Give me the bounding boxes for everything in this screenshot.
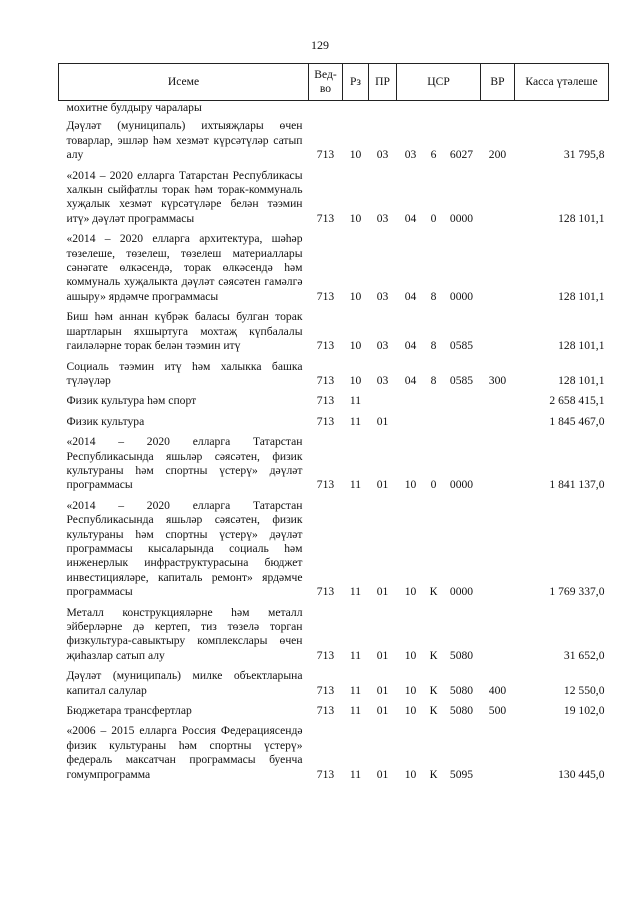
row-csr-3: 5080 xyxy=(449,683,474,697)
row-csr-1 xyxy=(397,415,425,435)
row-rz: 11 xyxy=(349,478,362,492)
row-csr-1: 10 xyxy=(404,683,417,697)
row-csr-3: 5080 xyxy=(449,704,474,718)
row-pr: 01 xyxy=(376,767,389,781)
row-ved: 713 xyxy=(316,704,335,718)
row-pr xyxy=(369,101,397,120)
table-row xyxy=(59,119,609,168)
row-rz: 10 xyxy=(349,211,362,225)
row-sum: 1 841 137,0 xyxy=(549,478,605,492)
row-name: мохитне булдыру чаралары xyxy=(66,101,202,114)
row-csr-1: 10 xyxy=(404,767,417,781)
row-csr-3: 5080 xyxy=(449,648,474,662)
header-rz: Рз xyxy=(343,64,369,101)
row-ved: 713 xyxy=(316,373,335,387)
row-ved: 713 xyxy=(316,339,335,353)
row-vr xyxy=(481,435,515,499)
row-sum: 2 658 415,1 xyxy=(549,394,605,408)
row-csr-1: 10 xyxy=(404,648,417,662)
row-name: «2014 – 2020 елларга архитектура, шәһәр төзелеше, төзелеш, төзелеш материаллары сәнәгате өлкәсендә, торак өлкәсендә һәм коммуналь хуҗалыкта дәүләт сәясәтен гамәлгә ашыру» ярдәмче программасы xyxy=(66,232,303,303)
row-csr-2: 8 xyxy=(430,373,437,387)
row-csr-3 xyxy=(443,415,481,435)
row-ved: 713 xyxy=(316,648,335,662)
row-name: Дәүләт (муниципаль) милке объектларына капитал салулар xyxy=(66,669,303,697)
row-ved: 713 xyxy=(316,585,335,599)
row-sum xyxy=(515,101,609,120)
row-sum: 1 845 467,0 xyxy=(549,414,605,428)
row-csr-3 xyxy=(443,394,481,414)
row-name: Биш һәм аннан күбрәк баласы булган торак шартларын яхшыртуга мохтаҗ күпбалалы гаиләләрне торак белән тәэмин итү xyxy=(66,310,303,353)
row-ved: 713 xyxy=(316,148,335,162)
table-header-row xyxy=(59,64,609,101)
table-row xyxy=(59,724,609,788)
row-rz: 11 xyxy=(349,683,362,697)
row-name: «2014 – 2020 елларга Татарстан Республикасы халкын сыйфатлы торак һәм торак-коммуналь хуҗалык хезмәт күрсәтүләре белән тәэмин итү» дәүләт программасы xyxy=(66,168,303,225)
header-ved: Вед-во xyxy=(309,64,343,101)
row-name: Физик культура һәм спорт xyxy=(66,394,197,408)
header-csr: ЦСР xyxy=(397,64,481,101)
row-name: «2014 – 2020 елларга Татарстан Республикасында яшьләр сәясәтен, физик культураны һәм спортны үстерү» дәүләт программасы кысаларында социаль һәм инженерлык инфраструктурасына бюджет инвестицияләре, капиталь ремонт» ярдәмче программасы xyxy=(66,498,303,599)
row-csr-3: 0585 xyxy=(449,339,474,353)
table-row xyxy=(59,232,609,310)
header-pr: ПР xyxy=(369,64,397,101)
row-vr: 500 xyxy=(488,704,507,718)
row-csr-2: 8 xyxy=(430,339,437,353)
row-vr xyxy=(481,169,515,233)
row-rz: 11 xyxy=(349,648,362,662)
table-row xyxy=(59,360,609,395)
table-row xyxy=(59,169,609,233)
row-csr-3 xyxy=(443,101,481,120)
header-vr: ВР xyxy=(481,64,515,101)
row-name: «2014 – 2020 елларга Татарстан Республикасында яшьләр сәясәтен, физик культураны һәм спортны үстерү» дәүләт программасы xyxy=(66,435,303,492)
row-pr: 01 xyxy=(376,414,389,428)
row-sum: 128 101,1 xyxy=(558,339,605,353)
row-sum: 1 769 337,0 xyxy=(549,585,605,599)
row-csr-1: 04 xyxy=(404,289,417,303)
row-csr-1: 03 xyxy=(404,148,417,162)
table-row xyxy=(59,606,609,670)
header-kassa: Касса үтәлеше xyxy=(515,64,609,101)
row-csr-2: К xyxy=(429,585,438,599)
header-name: Исеме xyxy=(59,64,309,101)
row-name: Социаль тәэмин итү һәм халыкка башка түләүләр xyxy=(66,359,303,387)
row-csr-1: 10 xyxy=(404,478,417,492)
row-sum: 31 652,0 xyxy=(563,648,605,662)
row-pr: 01 xyxy=(376,478,389,492)
row-name: «2006 – 2015 елларга Россия Федерациясендә физик культураны һәм спортны үстерү» федераль максатчан программасы буенча гомумпрограмма xyxy=(66,724,303,781)
row-csr-3: 0000 xyxy=(449,211,474,225)
row-csr-2: 6 xyxy=(430,148,437,162)
row-ved: 713 xyxy=(316,683,335,697)
row-csr-1: 04 xyxy=(404,211,417,225)
row-csr-2: К xyxy=(429,648,438,662)
row-pr: 01 xyxy=(376,585,389,599)
row-name: Физик культура xyxy=(66,414,145,428)
row-sum: 128 101,1 xyxy=(558,289,605,303)
row-csr-2: К xyxy=(429,683,438,697)
row-rz: 11 xyxy=(349,585,362,599)
row-csr-3: 5095 xyxy=(449,767,474,781)
row-name: Металл конструкцияләрне һәм металл эйберләрне дә кертеп, тиз төзелә торган физкультура-савыктыру комплекслары өчен җиһазлар сатып алу xyxy=(66,605,303,662)
row-csr-3: 0000 xyxy=(449,585,474,599)
row-sum: 128 101,1 xyxy=(558,211,605,225)
row-csr-2: 0 xyxy=(430,478,437,492)
row-pr: 03 xyxy=(376,339,389,353)
row-sum: 128 101,1 xyxy=(558,373,605,387)
row-csr-1: 10 xyxy=(404,704,417,718)
row-vr xyxy=(481,310,515,359)
table-row xyxy=(59,310,609,359)
row-csr-2 xyxy=(425,415,443,435)
row-vr xyxy=(481,415,515,435)
page-number: 129 xyxy=(311,38,329,52)
row-csr-2 xyxy=(425,394,443,414)
row-csr-1 xyxy=(397,394,425,414)
row-pr xyxy=(369,394,397,414)
row-csr-2: 8 xyxy=(430,289,437,303)
row-ved: 713 xyxy=(316,289,335,303)
table-body xyxy=(59,101,609,789)
row-csr-3: 6027 xyxy=(449,148,474,162)
row-pr: 01 xyxy=(376,648,389,662)
row-ved xyxy=(309,101,343,120)
row-pr: 01 xyxy=(376,683,389,697)
table-row xyxy=(59,415,609,435)
row-vr xyxy=(481,724,515,788)
row-pr: 01 xyxy=(376,704,389,718)
row-ved: 713 xyxy=(316,767,335,781)
row-vr: 200 xyxy=(488,148,507,162)
row-rz: 10 xyxy=(349,289,362,303)
row-csr-1: 04 xyxy=(404,339,417,353)
row-csr-1: 10 xyxy=(404,585,417,599)
row-ved: 713 xyxy=(316,414,335,428)
row-rz: 11 xyxy=(349,414,362,428)
row-vr xyxy=(481,232,515,310)
budget-table xyxy=(58,63,609,788)
row-pr: 03 xyxy=(376,148,389,162)
table-row xyxy=(59,394,609,414)
row-csr-3: 0000 xyxy=(449,289,474,303)
row-vr: 300 xyxy=(488,373,507,387)
row-rz: 11 xyxy=(349,704,362,718)
row-vr: 400 xyxy=(488,683,507,697)
table-row xyxy=(59,435,609,499)
row-rz: 11 xyxy=(349,767,362,781)
row-name: Бюджетара трансфертлар xyxy=(66,704,192,718)
row-csr-3: 0000 xyxy=(449,478,474,492)
row-sum: 19 102,0 xyxy=(563,704,605,718)
row-rz: 10 xyxy=(349,339,362,353)
row-vr xyxy=(481,394,515,414)
table-row xyxy=(59,704,609,724)
row-sum: 12 550,0 xyxy=(563,683,605,697)
row-csr-2: 0 xyxy=(430,211,437,225)
row-csr-2: К xyxy=(429,704,438,718)
row-csr-2: К xyxy=(429,767,438,781)
row-vr xyxy=(481,606,515,670)
row-pr: 03 xyxy=(376,373,389,387)
row-ved: 713 xyxy=(316,478,335,492)
row-ved: 713 xyxy=(316,211,335,225)
row-csr-3: 0585 xyxy=(449,373,474,387)
row-rz xyxy=(343,101,369,120)
row-pr: 03 xyxy=(376,211,389,225)
table-row xyxy=(59,669,609,704)
row-rz: 11 xyxy=(349,394,362,408)
table-row xyxy=(59,101,609,120)
row-rz: 10 xyxy=(349,148,362,162)
row-pr: 03 xyxy=(376,289,389,303)
row-sum: 31 795,8 xyxy=(563,148,605,162)
table-row xyxy=(59,499,609,606)
row-vr xyxy=(481,499,515,606)
row-ved: 713 xyxy=(316,394,335,408)
row-name: Дәүләт (муниципаль) ихтыяҗлары өчен товарлар, эшләр һәм хезмәт күрсәтүләр сатып алу xyxy=(66,119,303,162)
row-sum: 130 445,0 xyxy=(558,767,605,781)
row-csr-1: 04 xyxy=(404,373,417,387)
row-csr-1 xyxy=(397,101,425,120)
row-rz: 10 xyxy=(349,373,362,387)
row-vr xyxy=(481,101,515,120)
row-csr-2 xyxy=(425,101,443,120)
